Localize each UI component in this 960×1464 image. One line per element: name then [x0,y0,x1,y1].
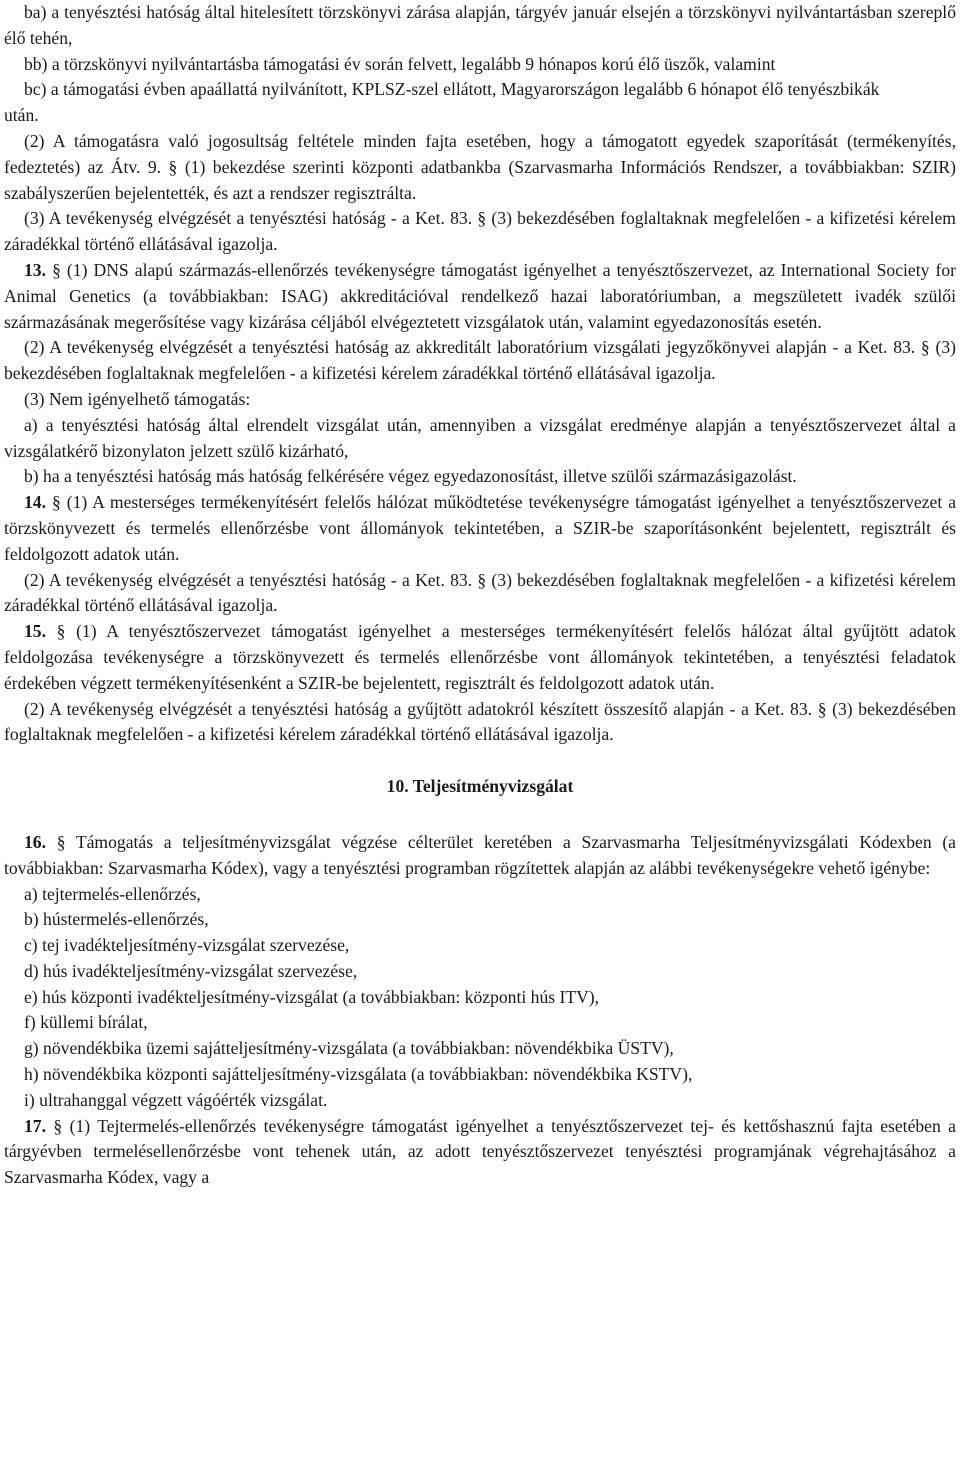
paragraph-text: i) ultrahanggal végzett vágóérték vizsgálat. [24,1089,328,1110]
paragraph-text: f) küllemi bírálat, [24,1012,148,1033]
paragraph [4,413,956,465]
paragraph-text: (2) A tevékenység elvégzését a tenyésztési hatóság - a Ket. 83. § (3) bekezdésében foglaltaknak megfelelően - a kifizetési kérelem záradékkal történő ellátásával igazolja. [4,569,956,616]
paragraph [4,464,956,490]
paragraph-text: e) hús központi ivadékteljesítmény-vizsgálat (a továbbiakban: központi hús ITV), [24,986,600,1007]
paragraph [4,129,956,206]
paragraph [4,933,956,959]
paragraph-text: (3) Nem igényelhető támogatás: [24,388,251,409]
paragraph-text: ba) a tenyésztési hatóság által hitelesített törzskönyvi zárása alapján, tárgyév január elsején a törzskönyvi nyilvántartásban szereplő élő tehén, [4,2,956,48]
paragraph-text: h) növendékbika központi sajátteljesítmény-vizsgálata (a továbbiakban: növendékbika KSTV), [24,1064,693,1085]
paragraph [4,387,956,413]
paragraph [4,959,956,985]
paragraph [4,52,956,78]
paragraph-text: § (1) Tejtermelés-ellenőrzés tevékenységre támogatást igényelhet a tenyésztőszervezet tej- és kettőshasznú fajta esetében a tárgyévben termelésellenőrzésbe vont tehenek után, az adott tenyésztőszervezet tenyésztési programjának végrehajtásához a Szarvasmarha Kódex, vagy a [4,1115,956,1188]
paragraph [4,697,956,749]
paragraph [4,206,956,258]
section-number: 13. [24,259,46,280]
paragraph [4,103,956,129]
paragraph [4,1114,956,1191]
paragraph-text: § (1) DNS alapú származás-ellenőrzés tevékenységre támogatást igényelhet a tenyésztőszervezet, az International Society for Animal Genetics (a továbbiakban: ISAG) akkreditációval rendelkező hazai laboratóriumban, a megszületett ivadék szülői származásának megerősítése vagy kizárása céljából elvégeztetett vizsgálatok után, valamint egyedazonosítás esetén. [4,259,956,332]
paragraph-text: (2) A tevékenység elvégzését a tenyésztési hatóság a gyűjtött adatokról készített összesítő alapján - a Ket. 83. § (3) bekezdésében foglaltaknak megfelelően - a kifizetési kérelem záradékkal történő ellátásával igazolja. [4,698,956,745]
paragraph-text: § Támogatás a teljesítményvizsgálat végzése célterület keretében a Szarvasmarha Teljesítményvizsgálati Kódexben (a továbbiakban: Szarvasmarha Kódex), vagy a tenyésztési programban rögzítettek alapján az alábbi tevékenységekre vehető igénybe: [4,831,956,878]
paragraph-text: d) hús ivadékteljesítmény-vizsgálat szervezése, [24,960,358,981]
paragraph [4,619,956,696]
paragraph-text: (2) A tevékenység elvégzését a tenyésztési hatóság az akkreditált laboratórium vizsgálati jegyzőkönyvei alapján - a Ket. 83. § (3) bekezdésében foglaltaknak megfelelően - a kifizetési kérelem záradékkal történő ellátásával igazolja. [4,337,956,384]
paragraph-text: bc) a támogatási évben apaállattá nyilvánított, KPLSZ-szel ellátott, Magyarországon legalább 6 hónapot élő tenyészbikák [24,79,880,100]
paragraph [4,335,956,387]
paragraph-text: a) a tenyésztési hatóság által elrendelt vizsgálat után, amennyiben a vizsgálat eredménye alapján a tenyésztőszervezet által a vizsgálatkérő bizonylaton jelzett szülő kizárható, [4,414,956,461]
paragraph [4,77,956,103]
section-number: 16. [24,831,46,852]
paragraph-text: b) hústermelés-ellenőrzés, [24,909,209,930]
paragraph [4,490,956,567]
paragraph [4,1062,956,1088]
document-body-part2 [4,830,956,1191]
paragraph [4,882,956,908]
paragraph [4,1088,956,1114]
paragraph [4,0,956,52]
document-body-part1 [4,0,956,748]
paragraph-text: bb) a törzskönyvi nyilvántartásba támogatási év során felvett, legalább 9 hónapos korú élő üszők, valamint [24,53,776,74]
paragraph-text: § (1) A tenyésztőszervezet támogatást igényelhet a mesterséges termékenyítésért felelős hálózat által gyűjtött adatok feldolgozása tevékenységre a törzskönyvezett és termelés ellenőrzésbe vont állományok tekintetében, a tenyésztési feladatok érdekében végzett termékenyítésenként a SZIR-be bejelentett, regisztrált és feldolgozott adatok után. [4,621,956,693]
paragraph-text: (3) A tevékenység elvégzését a tenyésztési hatóság - a Ket. 83. § (3) bekezdésében foglaltaknak megfelelően - a kifizetési kérelem záradékkal történő ellátásával igazolja. [4,208,956,255]
paragraph [4,258,956,335]
paragraph-text: a) tejtermelés-ellenőrzés, [24,883,201,904]
paragraph-text: (2) A támogatásra való jogosultság feltétele minden fajta esetében, hogy a támogatott egyedek szaporítását (termékenyítés, fedeztetés) az Átv. 9. § (1) bekezdése szerinti központi adatbankba (Szarvasmarha Információs Rendszer, a továbbiakban: SZIR) szabályszerűen bejelentették, és azt a rendszer regisztrálta. [4,130,956,203]
paragraph-text: c) tej ivadékteljesítmény-vizsgálat szervezése, [24,935,350,956]
section-number: 17. [24,1115,46,1136]
paragraph [4,907,956,933]
paragraph [4,1010,956,1036]
paragraph [4,1036,956,1062]
section-number: 14. [24,492,46,513]
paragraph-text: § (1) A mesterséges termékenyítésért felelős hálózat működtetése tevékenységre támogatást igényelhet a tenyésztőszervezet a törzskönyvezett és termelés ellenőrzésbe vont állományok tekintetében, a SZIR-be szaporításonként bejelentett, regisztrált és feldolgozott adatok után. [4,492,956,564]
paragraph-text: b) ha a tenyésztési hatóság más hatóság felkérésére végez egyedazonosítást, illetve szülői származásigazolást. [24,466,797,487]
paragraph-text: után. [4,105,39,126]
section-heading: 10. Teljesítményvizsgálat [386,776,574,797]
paragraph [4,985,956,1011]
paragraph [4,568,956,620]
section-number: 15. [24,621,46,642]
paragraph-text: g) növendékbika üzemi sajátteljesítmény-vizsgálata (a továbbiakban: növendékbika ÜSTV), [24,1038,674,1059]
paragraph [4,830,956,882]
